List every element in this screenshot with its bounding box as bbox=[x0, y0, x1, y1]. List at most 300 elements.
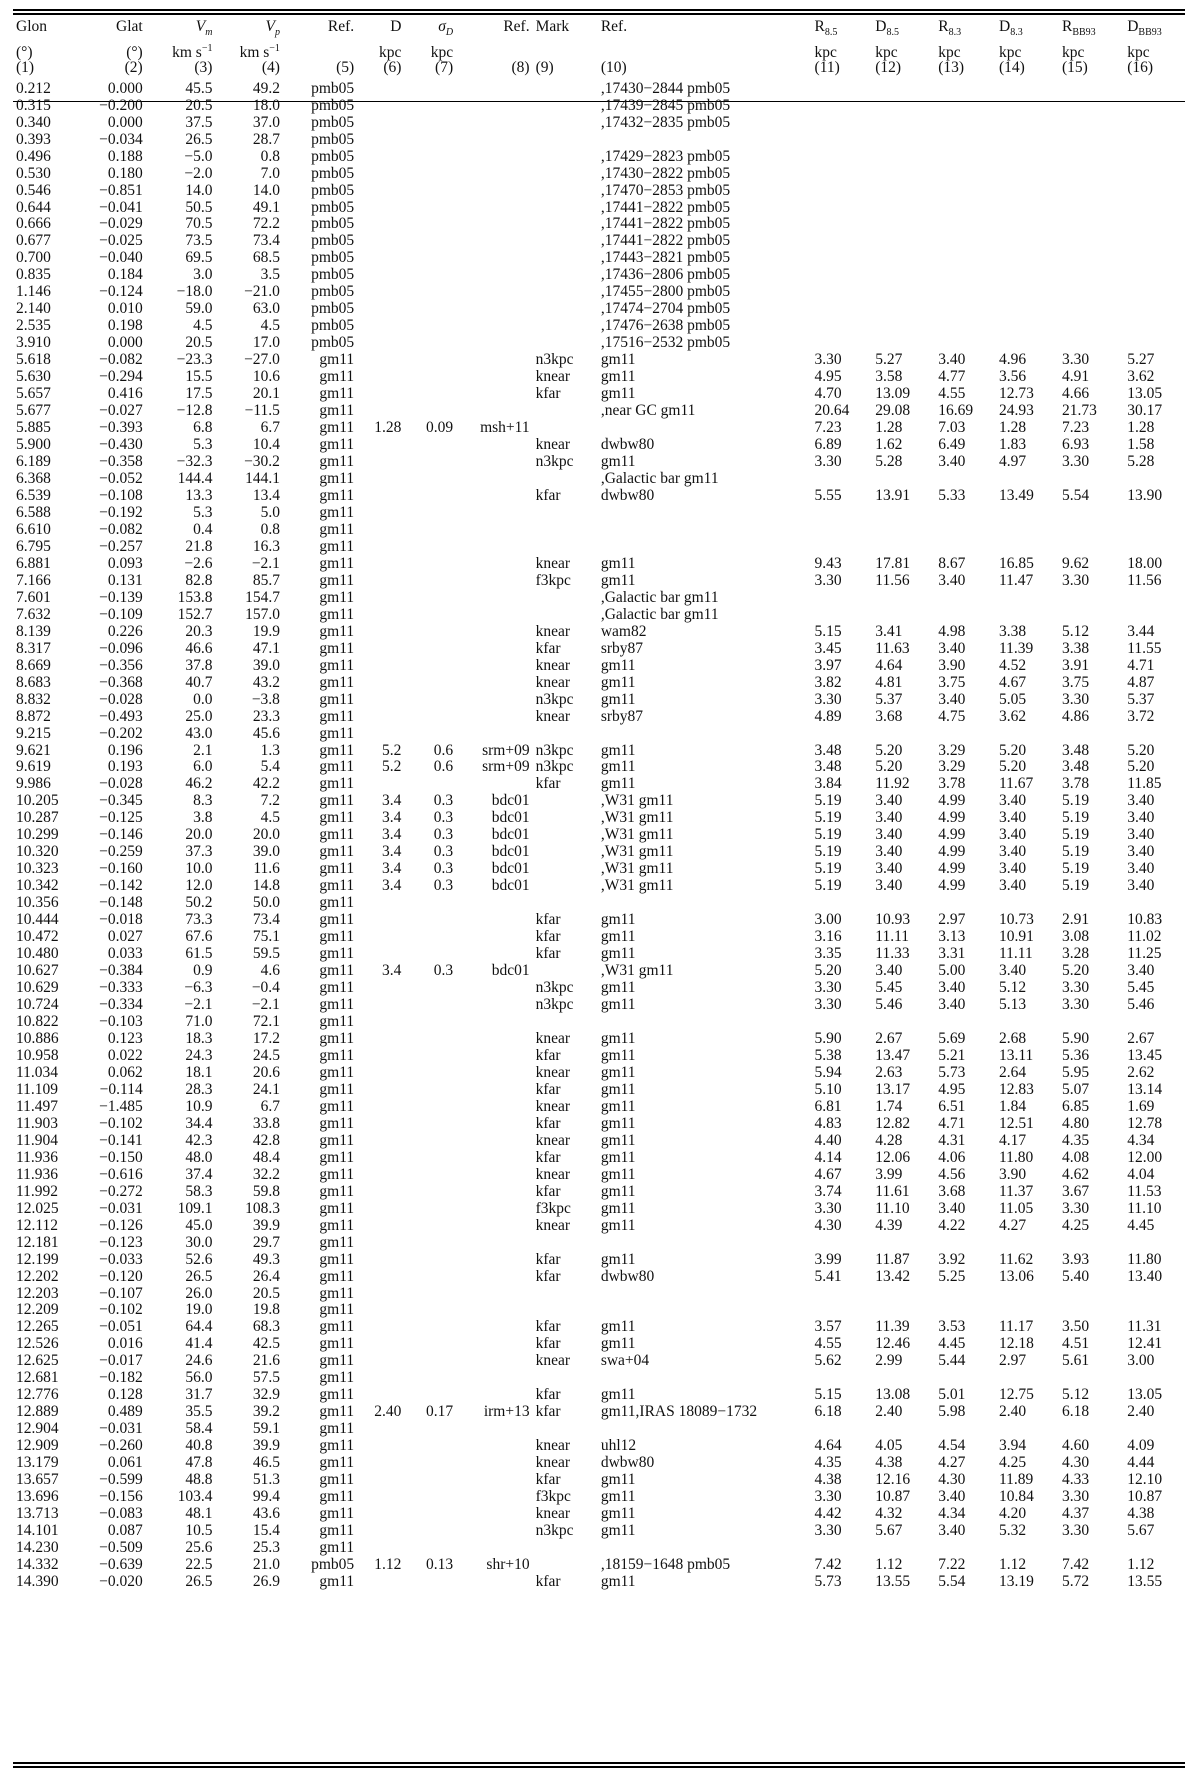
dbb93-cell: 11.31 bbox=[1127, 1318, 1162, 1336]
vm-cell: 153.8 bbox=[177, 588, 213, 606]
ref5-cell: gm11 bbox=[319, 520, 355, 538]
mark-cell: n3kpc bbox=[535, 351, 574, 369]
vm-cell: 82.8 bbox=[185, 571, 213, 589]
d-cell bbox=[357, 1505, 404, 1522]
ref10-cell: gm11 bbox=[600, 775, 636, 793]
r83-cell: 3.40 bbox=[938, 351, 966, 369]
ref5-cell: gm11 bbox=[319, 724, 355, 742]
dbb93-cell bbox=[1124, 97, 1185, 114]
d83-cell bbox=[996, 182, 1059, 199]
rbb93-cell: 4.51 bbox=[1061, 1335, 1090, 1353]
ref10-cell: gm11 bbox=[600, 1572, 636, 1590]
table-row bbox=[13, 436, 1185, 453]
ref5-cell: gm11 bbox=[319, 1284, 355, 1302]
ref8-cell bbox=[456, 1471, 532, 1488]
ref10-cell bbox=[598, 1013, 812, 1030]
d83-cell: 13.06 bbox=[998, 1267, 1034, 1285]
d-cell: 3.4 bbox=[382, 877, 402, 895]
ref10-cell: gm11 bbox=[600, 554, 636, 572]
rbb93-cell: 3.75 bbox=[1061, 673, 1090, 691]
d83-cell: 4.27 bbox=[998, 1216, 1027, 1234]
d-cell bbox=[357, 1030, 404, 1047]
mark-cell bbox=[533, 1013, 598, 1030]
d-cell bbox=[357, 979, 404, 996]
r83-cell: 3.40 bbox=[938, 639, 966, 657]
d83-cell bbox=[996, 504, 1059, 521]
d-cell bbox=[357, 1539, 404, 1556]
vp-cell: 39.0 bbox=[252, 656, 280, 674]
r83-cell bbox=[935, 1302, 996, 1319]
d-cell bbox=[357, 606, 404, 623]
ref10-cell: ,Galactic bar gm11 bbox=[600, 605, 719, 623]
ref8-cell bbox=[456, 301, 532, 318]
ref8-cell bbox=[456, 725, 532, 742]
ref5-cell: gm11 bbox=[319, 911, 355, 929]
ref5-cell: gm11 bbox=[319, 588, 355, 606]
mark-cell bbox=[533, 114, 598, 131]
d83-cell: 11.67 bbox=[998, 775, 1034, 793]
d85-cell: 13.08 bbox=[875, 1386, 911, 1404]
r85-cell bbox=[812, 589, 873, 606]
table-row bbox=[13, 233, 1185, 250]
rbb93-cell: 3.30 bbox=[1061, 1522, 1090, 1540]
ref10-cell: ,17430−2844 pmb05 bbox=[600, 79, 731, 97]
table-row bbox=[13, 776, 1185, 793]
r85-cell: 5.19 bbox=[814, 826, 842, 844]
rbb93-cell bbox=[1059, 895, 1124, 912]
rbb93-cell bbox=[1059, 318, 1124, 335]
sigma-cell bbox=[404, 1302, 456, 1319]
ref8-cell bbox=[456, 1387, 532, 1404]
d-cell bbox=[357, 1013, 404, 1030]
ref5-cell: gm11 bbox=[319, 571, 355, 589]
rbb93-cell: 3.30 bbox=[1061, 453, 1090, 471]
dbb93-cell: 5.45 bbox=[1127, 979, 1155, 997]
r83-cell: 4.77 bbox=[938, 368, 966, 386]
ref5-cell: gm11 bbox=[319, 775, 355, 793]
dbb93-cell: 1.69 bbox=[1127, 1097, 1155, 1115]
mark-cell bbox=[533, 861, 598, 878]
ref5-cell: gm11 bbox=[319, 605, 355, 623]
d83-cell: 3.40 bbox=[998, 843, 1027, 861]
d85-cell: 5.20 bbox=[875, 741, 903, 759]
rbb93-cell: 3.50 bbox=[1061, 1318, 1090, 1336]
r83-cell bbox=[935, 233, 996, 250]
glat-cell: −0.125 bbox=[99, 809, 143, 827]
sigma-cell bbox=[404, 1149, 456, 1166]
d83-cell: 1.28 bbox=[998, 419, 1027, 437]
vp-cell: 46.5 bbox=[252, 1454, 280, 1472]
mark-cell bbox=[533, 250, 598, 267]
vp-cell: 4.5 bbox=[260, 809, 280, 827]
col-ref5-header: Ref. bbox=[327, 18, 355, 36]
sigma-cell bbox=[404, 606, 456, 623]
dbb93-cell: 12.78 bbox=[1127, 1114, 1163, 1132]
d85-cell: 11.61 bbox=[875, 1182, 910, 1200]
ref8-cell bbox=[456, 895, 532, 912]
vp-cell: −27.0 bbox=[244, 351, 280, 369]
ref8-cell bbox=[456, 996, 532, 1013]
ref8-cell bbox=[456, 1081, 532, 1098]
ref5-cell: pmb05 bbox=[311, 266, 355, 284]
ref10-cell: gm11,IRAS 18089−1732 bbox=[600, 1403, 758, 1421]
ref5-cell: gm11 bbox=[319, 707, 355, 725]
dbb93-cell: 3.40 bbox=[1127, 792, 1155, 810]
rbb93-cell: 6.85 bbox=[1061, 1097, 1090, 1115]
glat-cell: −0.052 bbox=[99, 470, 143, 488]
d85-cell: 11.87 bbox=[875, 1250, 910, 1268]
header-names-row bbox=[13, 16, 1185, 38]
vm-cell: 18.3 bbox=[185, 1029, 213, 1047]
ref8-cell bbox=[456, 1454, 532, 1471]
dbb93-cell: 2.62 bbox=[1127, 1063, 1155, 1081]
mark-cell: kfar bbox=[535, 945, 561, 963]
rbb93-cell: 7.23 bbox=[1061, 419, 1090, 437]
vp-cell: 32.2 bbox=[252, 1165, 280, 1183]
glon-cell: 10.444 bbox=[16, 911, 59, 929]
mark-cell bbox=[533, 165, 598, 182]
r85-cell bbox=[812, 725, 873, 742]
vm-cell: 59.0 bbox=[185, 300, 213, 318]
ref10-cell: gm11 bbox=[600, 351, 636, 369]
d85-cell: 3.99 bbox=[875, 1165, 903, 1183]
sigma-cell bbox=[404, 1234, 456, 1251]
ref10-cell: gm11 bbox=[600, 1471, 636, 1489]
sigma-cell bbox=[404, 1387, 456, 1404]
vm-cell: −5.0 bbox=[184, 147, 213, 165]
rbb93-cell: 4.66 bbox=[1061, 385, 1090, 403]
mark-cell: kfar bbox=[535, 1318, 561, 1336]
sigma-cell bbox=[404, 1454, 456, 1471]
table-row bbox=[13, 1556, 1185, 1573]
d85-cell: 3.40 bbox=[875, 826, 903, 844]
d85-cell: 5.20 bbox=[875, 758, 903, 776]
rbb93-cell: 5.72 bbox=[1061, 1572, 1090, 1590]
r85-cell bbox=[812, 233, 873, 250]
r85-cell: 3.30 bbox=[814, 571, 842, 589]
rbb93-cell: 5.54 bbox=[1061, 486, 1090, 504]
vm-cell: 20.5 bbox=[185, 96, 213, 114]
ref10-cell: ,17441−2822 pmb05 bbox=[600, 232, 731, 250]
ref5-cell: gm11 bbox=[319, 1454, 355, 1472]
d83-cell: 1.12 bbox=[998, 1556, 1027, 1574]
colnum-4: (4) bbox=[261, 59, 280, 76]
rbb93-cell: 4.91 bbox=[1061, 368, 1090, 386]
ref8-cell bbox=[456, 216, 532, 233]
ref5-cell: pmb05 bbox=[311, 249, 355, 267]
r85-cell: 5.20 bbox=[814, 962, 842, 980]
table-row bbox=[13, 1013, 1185, 1030]
dbb93-cell bbox=[1124, 1370, 1185, 1387]
d85-cell bbox=[872, 335, 935, 352]
d-cell: 3.4 bbox=[382, 843, 402, 861]
vp-cell: 48.4 bbox=[252, 1148, 280, 1166]
table-row bbox=[13, 1336, 1185, 1353]
mark-cell bbox=[533, 521, 598, 538]
rbb93-cell bbox=[1059, 589, 1124, 606]
ref10-cell bbox=[598, 1370, 812, 1387]
dbb93-cell: 3.40 bbox=[1127, 843, 1155, 861]
ref8-cell: bdc01 bbox=[491, 860, 530, 878]
d83-cell: 13.11 bbox=[998, 1046, 1034, 1064]
glat-cell: −0.031 bbox=[99, 1199, 143, 1217]
dbb93-cell: 13.45 bbox=[1127, 1046, 1163, 1064]
d-cell bbox=[357, 1353, 404, 1370]
ref5-cell: gm11 bbox=[319, 826, 355, 844]
ref8-cell bbox=[456, 911, 532, 928]
vp-cell: 72.2 bbox=[252, 215, 280, 233]
table-row bbox=[13, 1030, 1185, 1047]
vm-cell: 50.5 bbox=[185, 198, 213, 216]
sigma-cell bbox=[404, 436, 456, 453]
mark-cell bbox=[533, 725, 598, 742]
r83-cell: 4.56 bbox=[938, 1165, 966, 1183]
glon-cell: 11.497 bbox=[16, 1097, 59, 1115]
rbb93-cell: 3.38 bbox=[1061, 639, 1090, 657]
vm-cell: 30.0 bbox=[185, 1233, 213, 1251]
d85-cell bbox=[872, 165, 935, 182]
glat-cell: −0.430 bbox=[99, 436, 143, 454]
glon-cell: 5.900 bbox=[16, 436, 51, 454]
ref10-cell: dwbw80 bbox=[600, 486, 655, 504]
table-row bbox=[13, 572, 1185, 589]
rbb93-cell: 3.30 bbox=[1061, 1488, 1090, 1506]
ref10-cell: gm11 bbox=[600, 1080, 636, 1098]
d85-cell: 12.46 bbox=[875, 1335, 911, 1353]
r83-cell bbox=[935, 606, 996, 623]
ref10-cell: gm11 bbox=[600, 1063, 636, 1081]
r83-cell: 4.54 bbox=[938, 1437, 966, 1455]
d-cell bbox=[357, 589, 404, 606]
ref8-cell bbox=[456, 521, 532, 538]
dbb93-cell bbox=[1124, 267, 1185, 284]
table-row bbox=[13, 470, 1185, 487]
r83-cell: 8.67 bbox=[938, 554, 966, 572]
ref10-cell: ,17429−2823 pmb05 bbox=[600, 147, 731, 165]
glon-cell: 11.034 bbox=[16, 1063, 59, 1081]
d83-cell: 3.94 bbox=[998, 1437, 1027, 1455]
ref8-cell: srm+09 bbox=[482, 741, 530, 759]
d83-cell: 3.40 bbox=[998, 792, 1027, 810]
d85-cell: 1.62 bbox=[875, 436, 903, 454]
ref5-cell: gm11 bbox=[319, 1165, 355, 1183]
r83-cell: 4.22 bbox=[938, 1216, 966, 1234]
ref5-cell: gm11 bbox=[319, 843, 355, 861]
d83-cell: 5.20 bbox=[998, 758, 1027, 776]
r85-cell: 3.74 bbox=[814, 1182, 842, 1200]
ref5-cell: pmb05 bbox=[311, 232, 355, 250]
sigma-cell bbox=[404, 352, 456, 369]
glat-cell: −0.040 bbox=[99, 249, 143, 267]
colnum-3: (3) bbox=[194, 59, 213, 76]
ref10-cell bbox=[598, 521, 812, 538]
d-cell bbox=[357, 368, 404, 385]
ref5-cell: gm11 bbox=[319, 1572, 355, 1590]
glon-cell: 14.332 bbox=[16, 1556, 59, 1574]
ref8-cell bbox=[456, 470, 532, 487]
ref8-cell bbox=[456, 97, 532, 114]
d85-cell bbox=[872, 1302, 935, 1319]
ref8-cell bbox=[456, 606, 532, 623]
dbb93-cell: 5.20 bbox=[1127, 758, 1155, 776]
vp-cell: 10.4 bbox=[252, 436, 280, 454]
glat-cell: 0.489 bbox=[107, 1403, 143, 1421]
ref8-cell bbox=[456, 284, 532, 301]
r83-cell: 16.69 bbox=[938, 402, 974, 420]
vm-cell: 3.8 bbox=[193, 809, 213, 827]
table-row bbox=[13, 1387, 1185, 1404]
r85-cell: 5.62 bbox=[814, 1352, 842, 1370]
vp-cell: 14.0 bbox=[252, 181, 280, 199]
r83-cell: 4.34 bbox=[938, 1505, 966, 1523]
glat-cell: 0.198 bbox=[107, 317, 143, 335]
table-row bbox=[13, 878, 1185, 895]
vp-cell: 17.0 bbox=[252, 334, 280, 352]
glat-cell: 0.061 bbox=[107, 1454, 143, 1472]
d-cell bbox=[357, 504, 404, 521]
col-ref8-header: Ref. bbox=[503, 18, 530, 36]
glon-cell: 6.881 bbox=[16, 554, 51, 572]
rbb93-cell: 4.25 bbox=[1061, 1216, 1090, 1234]
table-row bbox=[13, 1251, 1185, 1268]
sigma-cell bbox=[404, 1285, 456, 1302]
dbb93-cell: 10.83 bbox=[1127, 911, 1163, 929]
table-row bbox=[13, 1047, 1185, 1064]
rbb93-cell bbox=[1059, 284, 1124, 301]
d-cell bbox=[357, 199, 404, 216]
r85-cell bbox=[812, 335, 873, 352]
dbb93-cell bbox=[1124, 1302, 1185, 1319]
rbb93-cell bbox=[1059, 216, 1124, 233]
rbb93-cell: 3.91 bbox=[1061, 656, 1090, 674]
d-cell bbox=[357, 1454, 404, 1471]
d-cell bbox=[357, 470, 404, 487]
glat-cell: −0.192 bbox=[99, 503, 143, 521]
vm-cell: 46.6 bbox=[185, 639, 213, 657]
sigma-cell bbox=[404, 1488, 456, 1505]
vm-cell: 26.5 bbox=[185, 1572, 213, 1590]
d-cell bbox=[357, 301, 404, 318]
r83-cell bbox=[935, 538, 996, 555]
colnum-16: (16) bbox=[1127, 59, 1154, 76]
col-d-header: D bbox=[390, 18, 402, 36]
sigma-cell bbox=[404, 623, 456, 640]
rbb93-cell: 6.93 bbox=[1061, 436, 1090, 454]
r83-cell bbox=[935, 1234, 996, 1251]
vm-cell: 37.8 bbox=[185, 656, 213, 674]
d83-cell: 1.84 bbox=[998, 1097, 1027, 1115]
ref5-cell: gm11 bbox=[319, 1046, 355, 1064]
mark-cell: knear bbox=[535, 1505, 571, 1523]
ref5-cell: gm11 bbox=[319, 1386, 355, 1404]
ref10-cell: gm11 bbox=[600, 1114, 636, 1132]
d-cell bbox=[357, 640, 404, 657]
glon-cell: 5.630 bbox=[16, 368, 51, 386]
d-cell bbox=[357, 521, 404, 538]
d85-cell: 4.38 bbox=[875, 1454, 903, 1472]
d85-cell bbox=[872, 606, 935, 623]
sigma-cell: 0.3 bbox=[433, 843, 454, 861]
rbb93-cell: 3.30 bbox=[1061, 979, 1090, 997]
mark-cell: f3kpc bbox=[535, 1199, 571, 1217]
ref8-cell: msh+11 bbox=[480, 419, 530, 437]
ref10-cell bbox=[598, 131, 812, 148]
ref5-cell: gm11 bbox=[319, 792, 355, 810]
r85-cell: 4.64 bbox=[814, 1437, 842, 1455]
rbb93-cell bbox=[1059, 267, 1124, 284]
sigma-cell: 0.6 bbox=[433, 758, 454, 776]
mark-cell: kfar bbox=[535, 486, 561, 504]
unit-d85: kpc bbox=[875, 43, 898, 61]
dbb93-cell: 4.04 bbox=[1127, 1165, 1155, 1183]
table-row bbox=[13, 793, 1185, 810]
glat-cell: −0.102 bbox=[99, 1301, 143, 1319]
vp-cell: 57.5 bbox=[252, 1369, 280, 1387]
glat-cell: 0.010 bbox=[107, 300, 143, 318]
sigma-cell bbox=[404, 182, 456, 199]
ref8-cell bbox=[456, 640, 532, 657]
d83-cell: 11.17 bbox=[998, 1318, 1034, 1336]
bottom-rule bbox=[13, 1766, 1185, 1768]
vp-cell: 6.7 bbox=[260, 1097, 280, 1115]
dbb93-cell: 4.44 bbox=[1127, 1454, 1155, 1472]
table-body bbox=[13, 80, 1185, 1590]
vm-cell: 8.3 bbox=[193, 792, 213, 810]
glat-cell: −0.599 bbox=[99, 1471, 143, 1489]
ref10-cell: swa+04 bbox=[600, 1352, 650, 1370]
table-row bbox=[13, 1370, 1185, 1387]
d-cell: 3.4 bbox=[382, 809, 402, 827]
sigma-cell bbox=[404, 233, 456, 250]
vm-cell: 42.3 bbox=[185, 1131, 213, 1149]
ref5-cell: gm11 bbox=[319, 996, 355, 1014]
vm-cell: 46.2 bbox=[185, 775, 213, 793]
sigma-cell bbox=[404, 895, 456, 912]
vm-cell: 20.0 bbox=[185, 826, 213, 844]
r83-cell: 7.22 bbox=[938, 1556, 966, 1574]
d83-cell: 1.83 bbox=[998, 436, 1027, 454]
d-cell bbox=[357, 657, 404, 674]
ref10-cell: gm11 bbox=[600, 758, 636, 776]
rbb93-cell bbox=[1059, 97, 1124, 114]
dbb93-cell bbox=[1124, 165, 1185, 182]
r85-cell bbox=[812, 301, 873, 318]
r83-cell bbox=[935, 470, 996, 487]
sigma-cell bbox=[404, 640, 456, 657]
r85-cell: 3.16 bbox=[814, 928, 842, 946]
vm-cell: −23.3 bbox=[176, 351, 213, 369]
r85-cell: 3.48 bbox=[814, 741, 842, 759]
dbb93-cell: 11.56 bbox=[1127, 571, 1162, 589]
d-cell bbox=[357, 1098, 404, 1115]
r83-cell bbox=[935, 250, 996, 267]
vp-cell: 18.0 bbox=[252, 96, 280, 114]
mark-cell: kfar bbox=[535, 911, 561, 929]
glat-cell: −0.384 bbox=[99, 962, 143, 980]
r83-cell: 3.40 bbox=[938, 571, 966, 589]
d83-cell: 4.67 bbox=[998, 673, 1027, 691]
r83-cell bbox=[935, 148, 996, 165]
r83-cell: 4.06 bbox=[938, 1148, 966, 1166]
dbb93-cell: 13.40 bbox=[1127, 1267, 1163, 1285]
d85-cell: 11.63 bbox=[875, 639, 910, 657]
r85-cell: 6.18 bbox=[814, 1403, 842, 1421]
glon-cell: 12.025 bbox=[16, 1199, 59, 1217]
rbb93-cell bbox=[1059, 80, 1124, 97]
r83-cell: 5.00 bbox=[938, 962, 966, 980]
vm-cell: 20.3 bbox=[185, 622, 213, 640]
rbb93-cell bbox=[1059, 1302, 1124, 1319]
